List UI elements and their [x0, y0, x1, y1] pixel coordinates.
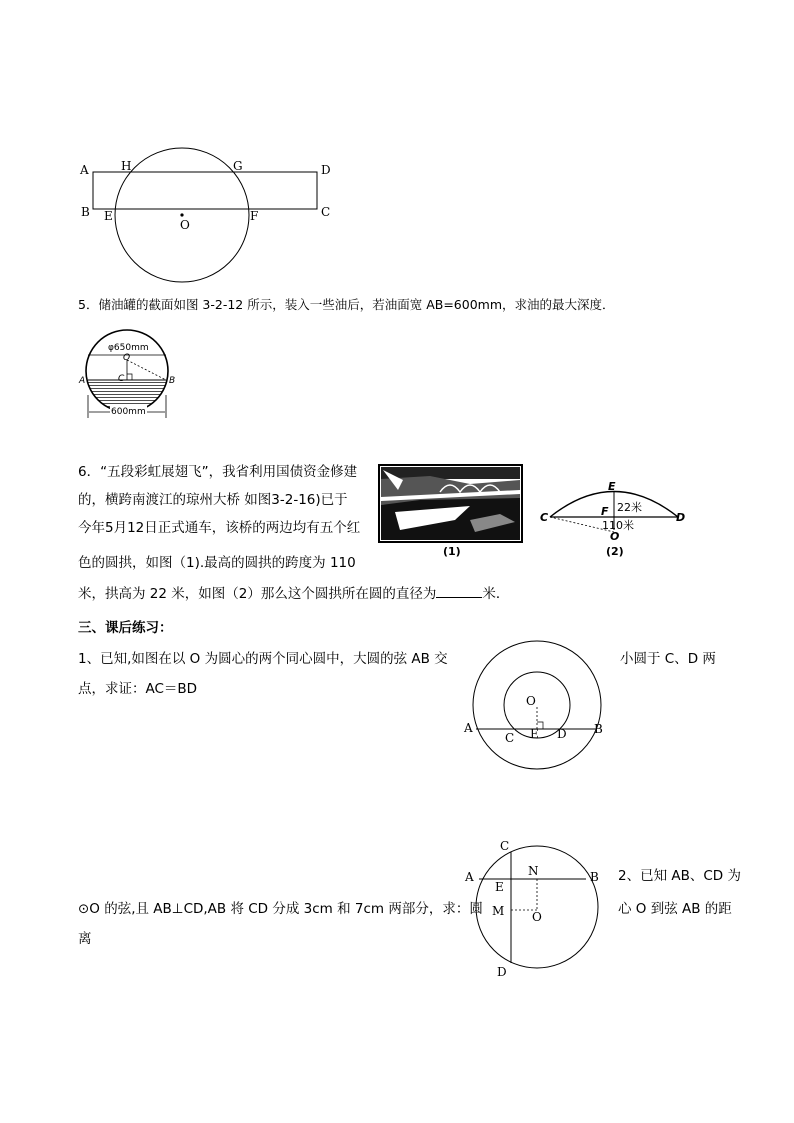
arch-span-label: 110米: [602, 519, 634, 532]
tank-label-C: C: [118, 374, 125, 384]
ex1-line-2: 点，求证：AC＝BD: [78, 681, 198, 697]
tank-label-O: O: [123, 353, 131, 363]
ex2-right-1: 2、已知 AB、CD 为: [618, 868, 741, 884]
ex1-label-B: B: [594, 722, 603, 736]
ex2-label-C: C: [500, 839, 510, 853]
ex2-label-O: O: [532, 910, 542, 924]
arch-label-C: C: [540, 511, 549, 524]
q5-text: 5．储油罐的截面如图 3-2-12 所示，装入一些油后，若油面宽 AB=600mm，求油的最大深度．: [78, 297, 615, 312]
q6-line-4: 色的圆拱，如图（1).最高的圆拱的跨度为 110: [78, 555, 356, 571]
label-A: A: [80, 163, 89, 177]
section-title: 三、课后练习：: [78, 620, 173, 636]
label-E: E: [104, 209, 113, 223]
arch-label-E: E: [608, 480, 616, 493]
ex2-line-3: 离: [78, 931, 92, 947]
ex1-line-1-right: 小圆于 C、D 两: [620, 651, 716, 667]
ex1-line-1: 1、已知,如图在以 O 为圆心的两个同心圆中，大圆的弦 AB 交: [78, 651, 448, 667]
ex2-label-M: M: [492, 904, 505, 918]
ex2-label-B: B: [590, 870, 599, 884]
arch-label-O: O: [610, 530, 620, 543]
q6-line-5-text: 米，拱高为 22 米，如图（2）那么这个圆拱所在圆的直径为: [78, 586, 437, 602]
ex1-label-D: D: [557, 727, 567, 741]
arch-height-label: 22米: [617, 501, 642, 514]
ex2-label-D: D: [497, 965, 507, 979]
ex1-label-A: A: [464, 721, 473, 735]
q6-line-1: 6．“五段彩虹展翅飞”，我省利用国债资金修建: [78, 464, 358, 480]
label-G: G: [233, 159, 243, 173]
ex1-label-E: E: [530, 727, 539, 741]
tank-diameter-label: φ650mm: [108, 343, 149, 353]
tank-label-B: B: [169, 376, 176, 386]
arch-label-F: F: [601, 505, 609, 518]
ex2-right-2: 心 O 到弦 AB 的距: [618, 901, 732, 917]
tank-width-label: 600mm: [111, 407, 146, 417]
photo-caption: (1): [443, 545, 461, 558]
ex2-label-E: E: [495, 880, 504, 894]
ex2-label-A: A: [465, 870, 474, 884]
label-F: F: [250, 209, 259, 223]
label-C: C: [321, 205, 331, 219]
label-O: O: [180, 218, 190, 232]
ex1-label-C: C: [505, 731, 515, 745]
ex1-label-O: O: [526, 694, 536, 708]
label-H: H: [121, 159, 132, 173]
label-B: B: [81, 205, 90, 219]
arch-label-D: D: [676, 511, 686, 524]
ex2-line-2: ⊙O 的弦,且 AB⊥CD,AB 将 CD 分成 3cm 和 7cm 两部分，求：圆: [78, 901, 483, 917]
tank-label-A: A: [79, 376, 86, 386]
q6-line-3: 今年5月12日正式通车，该桥的两边均有五个红: [78, 520, 361, 536]
ex2-label-N: N: [528, 864, 539, 878]
q6-line-2: 的，横跨南渡江的琼州大桥 如图3-2-16)已于: [78, 492, 348, 508]
q6-line-5-unit: 米．: [482, 586, 510, 602]
arch-caption: (2): [606, 545, 624, 558]
label-D: D: [321, 163, 331, 177]
